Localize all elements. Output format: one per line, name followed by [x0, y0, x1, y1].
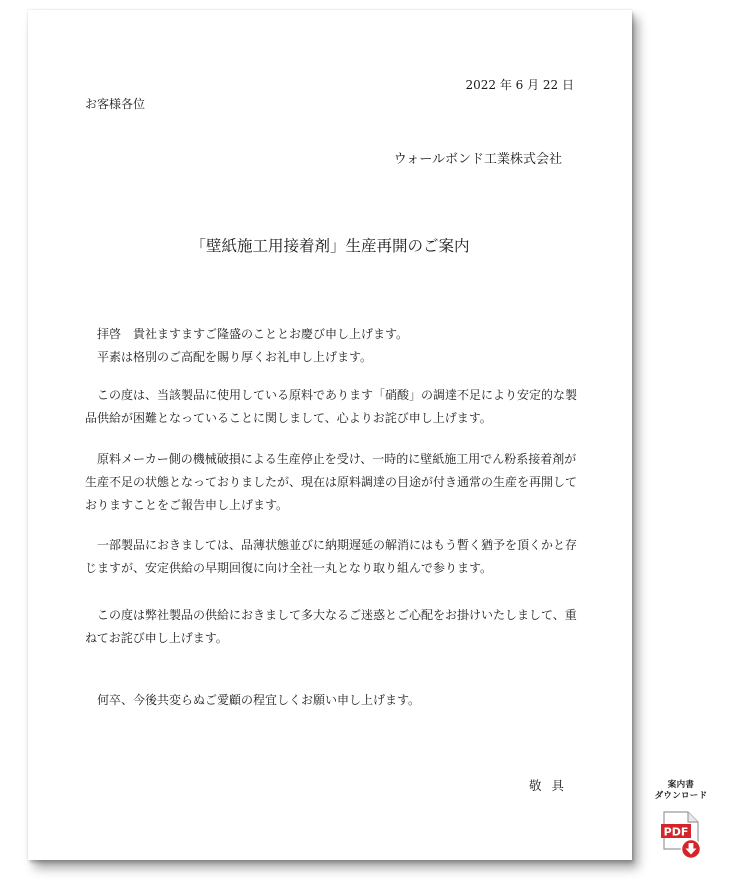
paragraph-line: 原料メーカー側の機械破損による生産停止を受け、一時的に壁紙施工用でん粉系接着剤が — [97, 452, 577, 466]
paragraph-line: 拝啓 貴社ますますご隆盛のこととお慶び申し上げます。 — [97, 327, 409, 341]
paragraph-line: 平素は格別のご高配を賜り厚くお礼申し上げます。 — [97, 350, 373, 364]
pdf-download-icon[interactable] — [661, 811, 701, 859]
paragraph-line: 何卒、今後共変らぬご愛顧の程宜しくお願い申し上げます。 — [97, 693, 421, 707]
paragraph-report — [85, 448, 577, 517]
paragraph-delay — [85, 534, 577, 580]
recipient: お客様各位 — [85, 97, 146, 111]
document-date: 2022 年 6 月 22 日 — [465, 78, 574, 92]
paragraph-line: 生産不足の状態となっておりましたが、現在は原料調達の目途が付き通常の生産を再開して — [85, 475, 578, 489]
paragraph-regret — [85, 604, 577, 650]
download-label — [642, 780, 720, 802]
paragraph-line: 品供給が困難となっていることに関しまして、心よりお詫び申し上げます。 — [85, 411, 492, 425]
document-title: 「壁紙施工用接着剤」生産再開のご案内 — [190, 237, 470, 255]
company-name: ウォールボンド工業株式会社 — [393, 152, 562, 167]
paragraph-line: この度は、当該製品に使用している原料であります「硝酸」の調達不足により安定的な製 — [97, 388, 578, 402]
paragraph-apology — [85, 384, 577, 430]
pdf-file-icon — [661, 811, 701, 859]
closing-keigu: 敬具 — [528, 778, 574, 793]
paragraph-line: この度は弊社製品の供給におきまして多大なるご迷惑とご心配をお掛けいたしまして、重 — [97, 608, 577, 622]
paragraph-line: 一部製品におきましては、品薄状態並びに納期遅延の解消にはもう暫く猶予を頂くかと存 — [97, 538, 578, 552]
paragraph-line: じますが、安定供給の早期回復に向け全社一丸となり取り組んで参ります。 — [85, 561, 493, 575]
paragraph-closing-request — [85, 689, 577, 712]
pdf-download-link[interactable] — [642, 780, 720, 859]
paragraph-line: おりますことをご報告申し上げます。 — [85, 498, 289, 512]
paragraph-greeting — [85, 323, 577, 369]
document-page — [28, 10, 632, 860]
download-label-line1: 案内書 — [667, 780, 695, 790]
paragraph-line: ねてお詫び申し上げます。 — [85, 631, 228, 645]
download-label-line2: ダウンロード — [654, 791, 708, 801]
pdf-icon-text: PDF — [663, 825, 689, 839]
